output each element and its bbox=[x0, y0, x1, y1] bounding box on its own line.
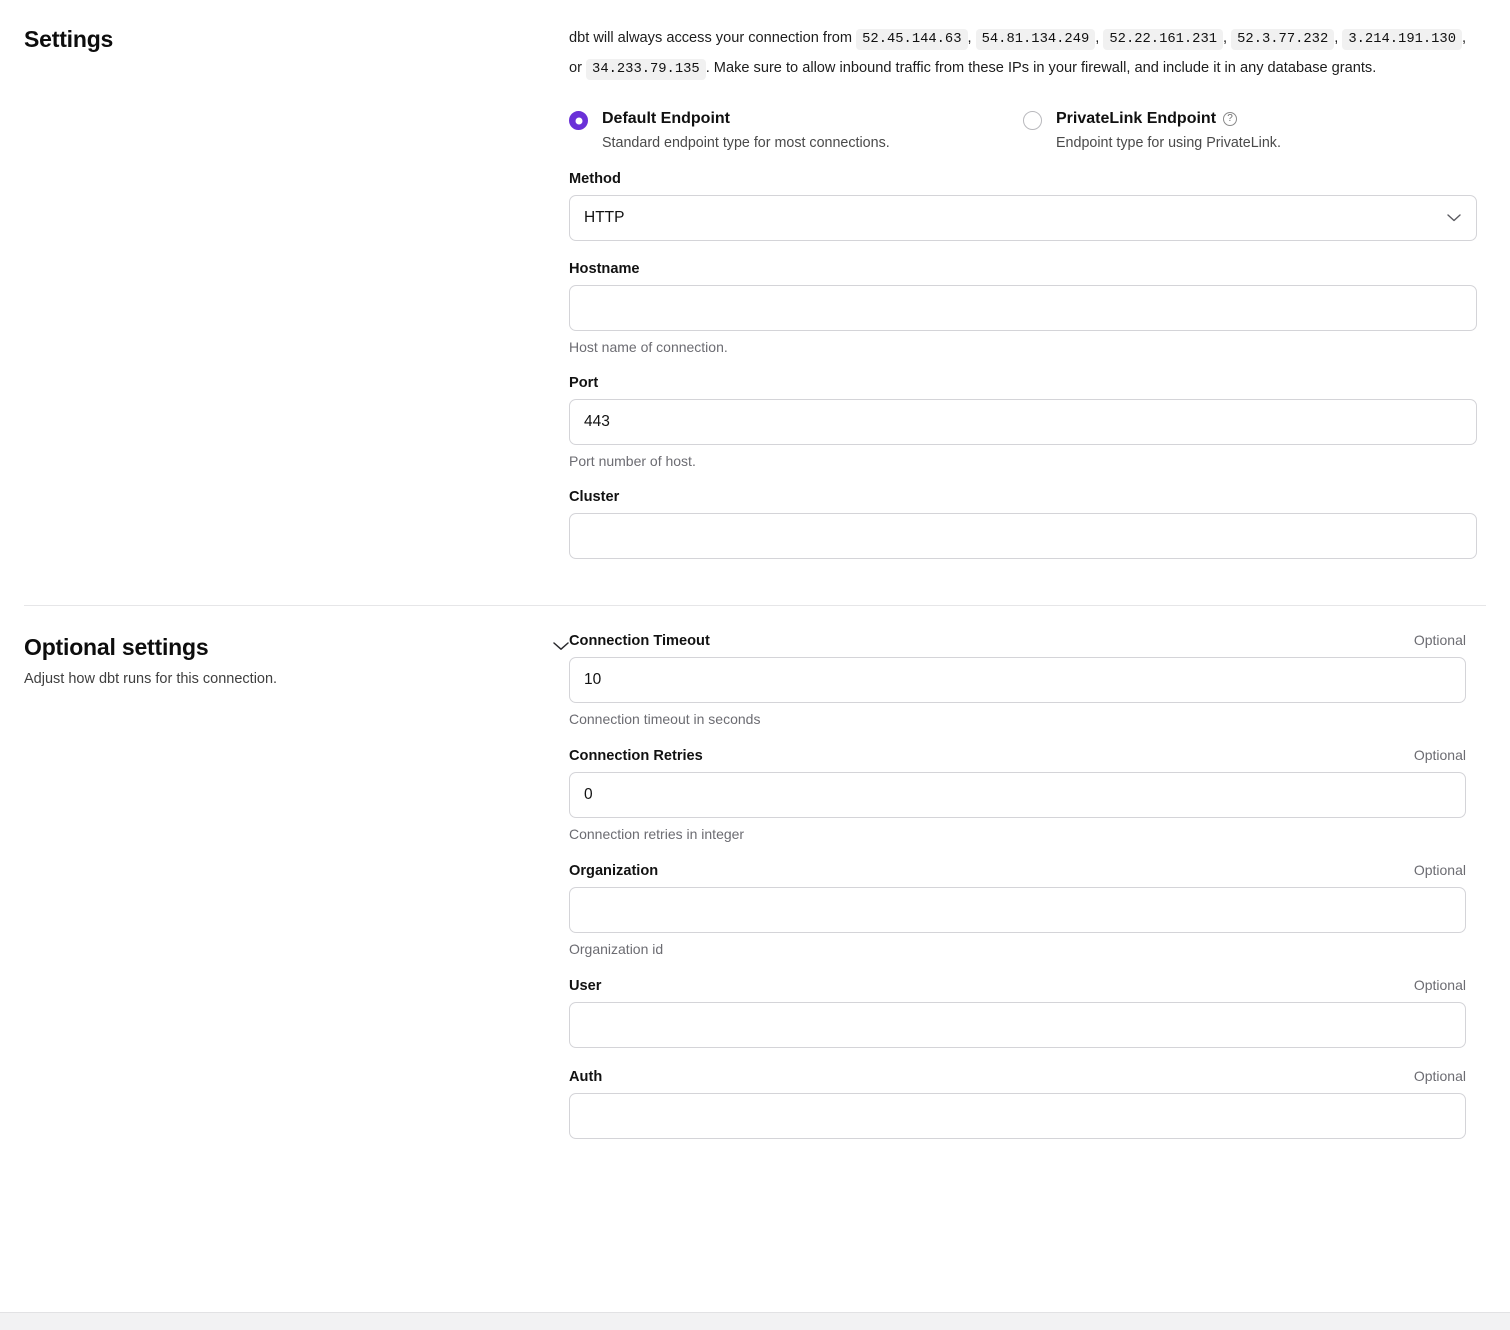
label-organization: Organization bbox=[569, 863, 659, 880]
radio-label-default-endpoint: Default Endpoint bbox=[602, 110, 730, 128]
hint-port: Port number of host. bbox=[569, 453, 696, 470]
field-auth bbox=[569, 1068, 1466, 1139]
label-user: User bbox=[569, 978, 602, 995]
select-wrap-method bbox=[569, 195, 1477, 241]
help-circle-icon[interactable]: ? bbox=[1223, 112, 1237, 126]
radio-icon-privatelink-endpoint[interactable] bbox=[1023, 111, 1042, 130]
settings-section bbox=[0, 0, 1510, 559]
optional-tag-connection-retries: Optional bbox=[1413, 747, 1466, 764]
ip-chip-1: 52.45.144.63 bbox=[856, 29, 967, 50]
radio-text-privatelink-endpoint bbox=[1056, 109, 1281, 151]
port-input[interactable] bbox=[569, 399, 1477, 445]
user-input[interactable] bbox=[569, 1002, 1466, 1048]
ip-chip-2: 54.81.134.249 bbox=[976, 29, 1096, 50]
label-connection-retries: Connection Retries bbox=[569, 748, 703, 765]
connection-timeout-input[interactable] bbox=[569, 657, 1466, 703]
cluster-input[interactable] bbox=[569, 513, 1477, 559]
optional-tag-organization: Optional bbox=[1413, 862, 1466, 879]
optional-settings-body bbox=[569, 606, 1486, 1139]
label-method: Method bbox=[569, 171, 621, 188]
optional-settings-section bbox=[0, 606, 1510, 1139]
optional-settings-header bbox=[24, 606, 569, 1139]
hint-hostname: Host name of connection. bbox=[569, 339, 728, 356]
ip-sep-3: , bbox=[1223, 30, 1228, 46]
optional-tag-auth: Optional bbox=[1413, 1068, 1466, 1085]
hostname-input[interactable] bbox=[569, 285, 1477, 331]
endpoint-type-radio-group bbox=[569, 109, 1477, 151]
optional-settings-description: Adjust how dbt runs for this connection. bbox=[24, 671, 278, 688]
radio-desc-default-endpoint: Standard endpoint type for most connections. bbox=[602, 135, 890, 152]
chevron-down-icon-collapse[interactable] bbox=[553, 638, 569, 656]
optional-settings-title: Optional settings bbox=[24, 634, 209, 661]
ip-note-prefix: dbt will always access your connection from bbox=[569, 30, 853, 46]
bottom-strip bbox=[0, 1312, 1510, 1330]
ip-chip-4: 52.3.77.232 bbox=[1231, 29, 1334, 50]
organization-input[interactable] bbox=[569, 887, 1466, 933]
label-cluster: Cluster bbox=[569, 489, 620, 506]
field-user bbox=[569, 977, 1466, 1048]
ip-sep-2: , bbox=[1095, 30, 1100, 46]
ip-chip-6: 34.233.79.135 bbox=[586, 59, 706, 80]
field-method bbox=[569, 171, 1477, 241]
connection-retries-input[interactable] bbox=[569, 772, 1466, 818]
hint-connection-timeout: Connection timeout in seconds bbox=[569, 711, 761, 728]
radio-icon-default-endpoint[interactable] bbox=[569, 111, 588, 130]
label-auth: Auth bbox=[569, 1069, 603, 1086]
settings-section-body bbox=[569, 0, 1497, 559]
method-select[interactable] bbox=[569, 195, 1477, 241]
label-port: Port bbox=[569, 375, 599, 392]
hint-organization: Organization id bbox=[569, 941, 664, 958]
label-connection-timeout: Connection Timeout bbox=[569, 633, 710, 650]
field-hostname bbox=[569, 261, 1477, 355]
page-title: Settings bbox=[24, 26, 114, 52]
label-hostname: Hostname bbox=[569, 261, 640, 278]
field-connection-timeout bbox=[569, 632, 1466, 727]
ip-sep-4: , bbox=[1334, 30, 1339, 46]
optional-tag-user: Optional bbox=[1413, 977, 1466, 994]
field-connection-retries bbox=[569, 747, 1466, 842]
ip-sep-1: , bbox=[967, 30, 972, 46]
ip-allowlist-note bbox=[569, 24, 1469, 83]
radio-option-default-endpoint[interactable] bbox=[569, 109, 1023, 151]
auth-input[interactable] bbox=[569, 1093, 1466, 1139]
ip-chip-5: 3.214.191.130 bbox=[1342, 29, 1462, 50]
radio-label-privatelink-endpoint: PrivateLink Endpoint bbox=[1056, 110, 1217, 128]
field-organization bbox=[569, 862, 1466, 957]
optional-tag-connection-timeout: Optional bbox=[1413, 632, 1466, 649]
field-port bbox=[569, 375, 1477, 469]
radio-option-privatelink-endpoint[interactable] bbox=[1023, 109, 1477, 151]
field-cluster bbox=[569, 489, 1477, 559]
ip-or: , or bbox=[569, 30, 1467, 76]
settings-section-header bbox=[24, 0, 569, 559]
hint-connection-retries: Connection retries in integer bbox=[569, 826, 745, 843]
radio-desc-privatelink-endpoint: Endpoint type for using PrivateLink. bbox=[1056, 135, 1281, 152]
radio-text-default-endpoint bbox=[602, 109, 890, 151]
ip-chip-3: 52.22.161.231 bbox=[1103, 29, 1223, 50]
ip-note-suffix: . Make sure to allow inbound traffic from these IPs in your firewall, and include it in any database grants. bbox=[705, 59, 1377, 76]
